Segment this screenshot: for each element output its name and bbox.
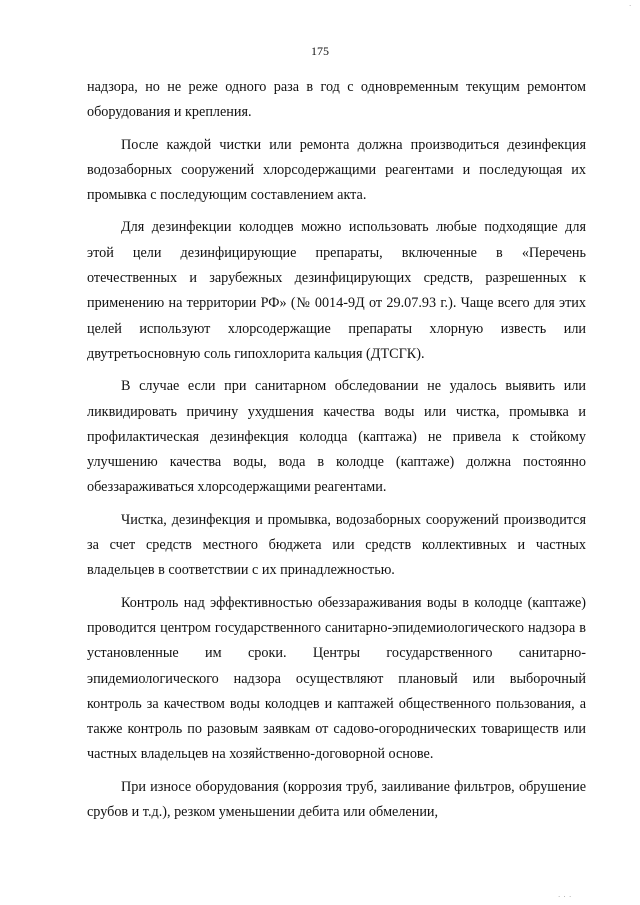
scan-mark-top: . <box>629 0 632 8</box>
paragraph: Чистка, дезинфекция и промывка, водозаборных сооружений производится за счет средств местного бюджета или средств коллективных и частных владельцев в соответствии с их принадлежностью. <box>87 511 586 579</box>
body-text <box>87 75 586 832</box>
paragraph: надзора, но не реже одного раза в год с одновременным текущим ремонтом оборудования и крепления. <box>87 79 586 121</box>
paragraph: В случае если при санитарном обследовании не удалось выявить или ликвидировать причину ухудшения качества воды или чистка, промывка и профилактическая дезинфекция колодца (каптажа) не привела к стойкому улучшению качества воды, вода в колодце (каптаже) должна постоянно обеззараживаться хлорсодержащими реагентами. <box>87 378 586 496</box>
page-number: 175 <box>311 44 329 58</box>
paragraph: Для дезинфекции колодцев можно использовать любые подходящие для этой цели дезинфицирующие препараты, включенные в «Перечень отечественных и зарубежных дезинфицирующих средств, разрешенных к применению на территории РФ» (№ 0014-9Д от 29.07.93 г.). Чаще всего для этих целей используют хлорсодержащие препараты хлорную известь или двутретьосновную соль гипохлорита кальция (ДТСГК). <box>87 219 586 362</box>
scan-mark-bottom: . . . <box>558 891 572 899</box>
paragraph: После каждой чистки или ремонта должна производиться дезинфекция водозаборных сооружений хлорсодержащими реагентами и последующая их промывка с последующим составлением акта. <box>87 136 586 204</box>
paragraph: Контроль над эффективностью обеззараживания воды в колодце (каптаже) проводится центром государственного санитарно-эпидемиологического надзора в установленные им сроки. Центры государственного санитарно-эпидемиологического надзора осуществляют плановый или выборочный контроль за качеством воды колодцев и каптажей общественного пользования, а также контроль по разовым заявкам от садово-огороднических товариществ или частных владельцев на хозяйственно-договорной основе. <box>87 594 586 763</box>
paragraph: При износе оборудования (коррозия труб, заиливание фильтров, обрушение срубов и т.д.), резком уменьшении дебита или обмелении, <box>87 778 586 821</box>
